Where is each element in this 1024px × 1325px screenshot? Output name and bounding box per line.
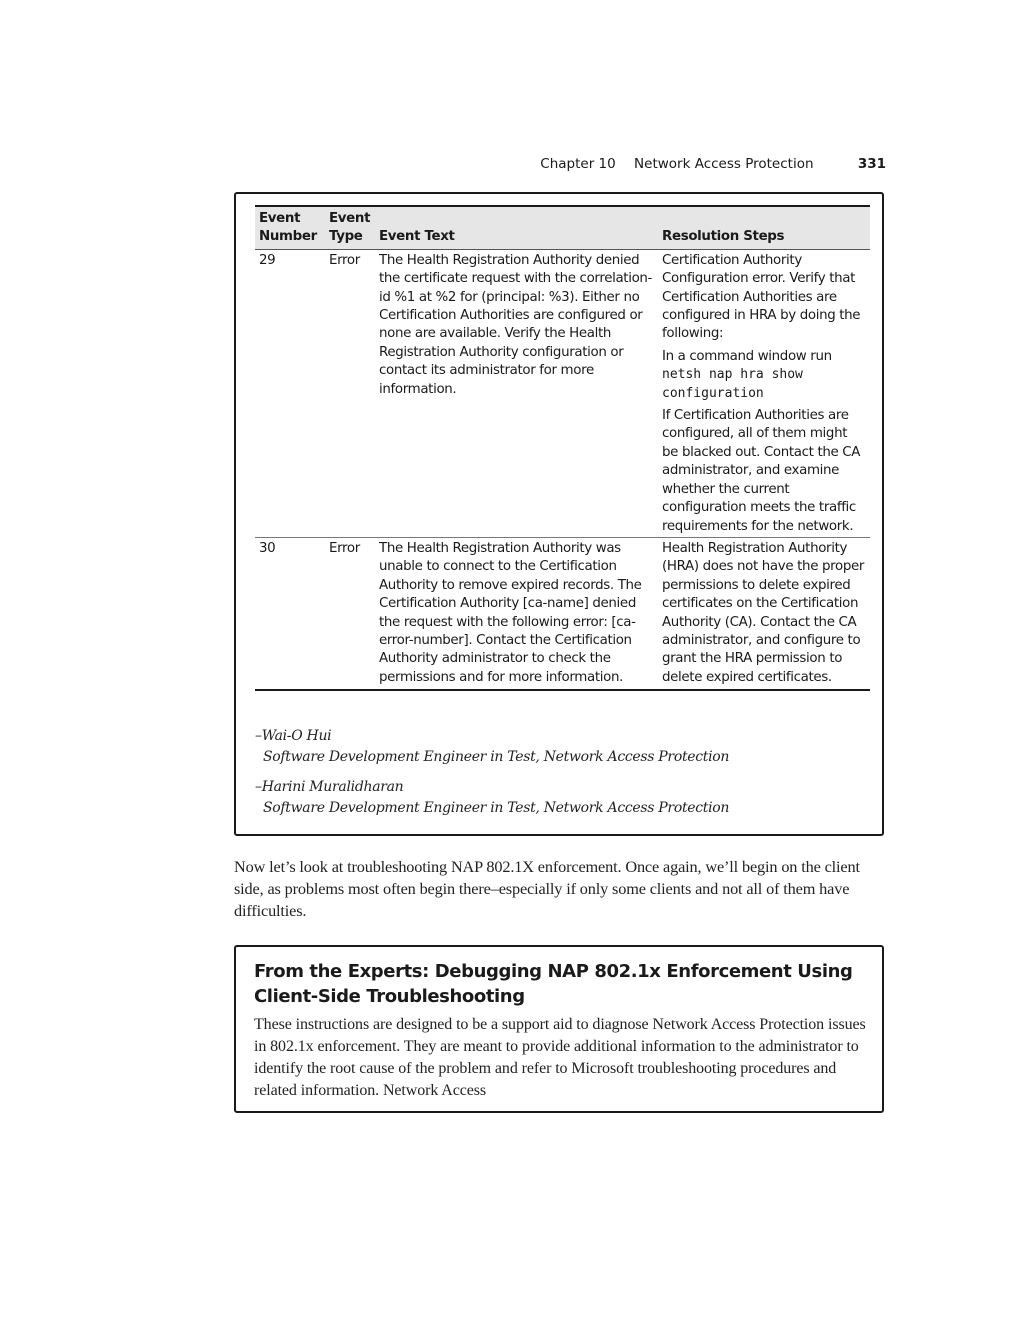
sidebar-body: These instructions are designed to be a support aid to diagnose Network Access Protection issues in 802.1x enforcement. They are meant to provide additional information to the administrator to identify the root cause of the problem and refer to Microsoft troubleshooting procedures and related information. Network Access <box>254 1016 866 1099</box>
header-event-text: Event Text <box>375 206 658 249</box>
attribution-name: –Wai-O Hui <box>255 728 332 744</box>
experts-sidebar-continued <box>234 192 884 836</box>
sidebar-title: From the Experts: Debugging NAP 802.1x Enforcement Using Client-Side Troubleshooting <box>254 961 853 1007</box>
header-resolution-steps: Resolution Steps <box>658 206 870 249</box>
event-table <box>255 205 870 691</box>
chapter-title: Network Access Protection <box>634 156 814 172</box>
event-type-cell: Error <box>325 537 375 690</box>
event-number-cell: 30 <box>255 537 325 690</box>
attribution-name: –Harini Muralidharan <box>255 779 404 795</box>
table-header-row <box>255 206 870 249</box>
attribution-role: Software Development Engineer in Test, Network Access Protection <box>263 800 730 816</box>
event-number-cell: 29 <box>255 249 325 537</box>
command-text: netsh nap hra show configuration <box>662 367 803 401</box>
resolution-paragraph: In a command window run netsh nap hra show configuration <box>662 348 832 401</box>
resolution-cell <box>658 249 870 537</box>
table-row <box>255 537 870 690</box>
running-head <box>0 156 886 172</box>
event-text-cell: The Health Registration Authority denied the certificate request with the correlation-id %1 at %2 for (principal: %3). Either no Certification Authorities are configured or none are available. Verify the Health Registration Authority configuration or contact its administrator for more information. <box>375 249 658 537</box>
event-text-cell: The Health Registration Authority was unable to connect to the Certification Authority to remove expired records. The Certification Authority [ca-name] denied the request with the following error: [ca-error-number]. Contact the Certification Authority administrator to check the permissions and for more information. <box>375 537 658 690</box>
header-event-type: Event Type <box>325 206 375 249</box>
event-type-cell: Error <box>325 249 375 537</box>
resolution-cell: Health Registration Authority (HRA) does not have the proper permissions to delete expired certificates on the Certification Authority (CA). Contact the CA administrator, and configure to grant the HRA permission to delete expired certificates. <box>658 537 870 690</box>
table-row <box>255 249 870 537</box>
resolution-paragraph: If Certification Authorities are configured, all of them might be blacked out. Contact the CA administrator, and examine whether the current configuration meets the traffic requirements for the network. <box>662 408 861 534</box>
chapter-label: Chapter 10 <box>540 156 616 172</box>
header-event-number: Event Number <box>255 206 325 249</box>
body-paragraph: Now let’s look at troubleshooting NAP 802.1X enforcement. Once again, we’ll begin on the client side, as problems most often begin there–especially if only some clients and not all of them have difficulties. <box>234 857 860 920</box>
resolution-paragraph: Certification Authority Configuration error. Verify that Certification Authorities are configured in HRA by doing the following: <box>662 252 861 342</box>
experts-sidebar <box>234 945 884 1113</box>
page-number: 331 <box>857 156 886 172</box>
attribution-role: Software Development Engineer in Test, Network Access Protection <box>263 749 730 765</box>
